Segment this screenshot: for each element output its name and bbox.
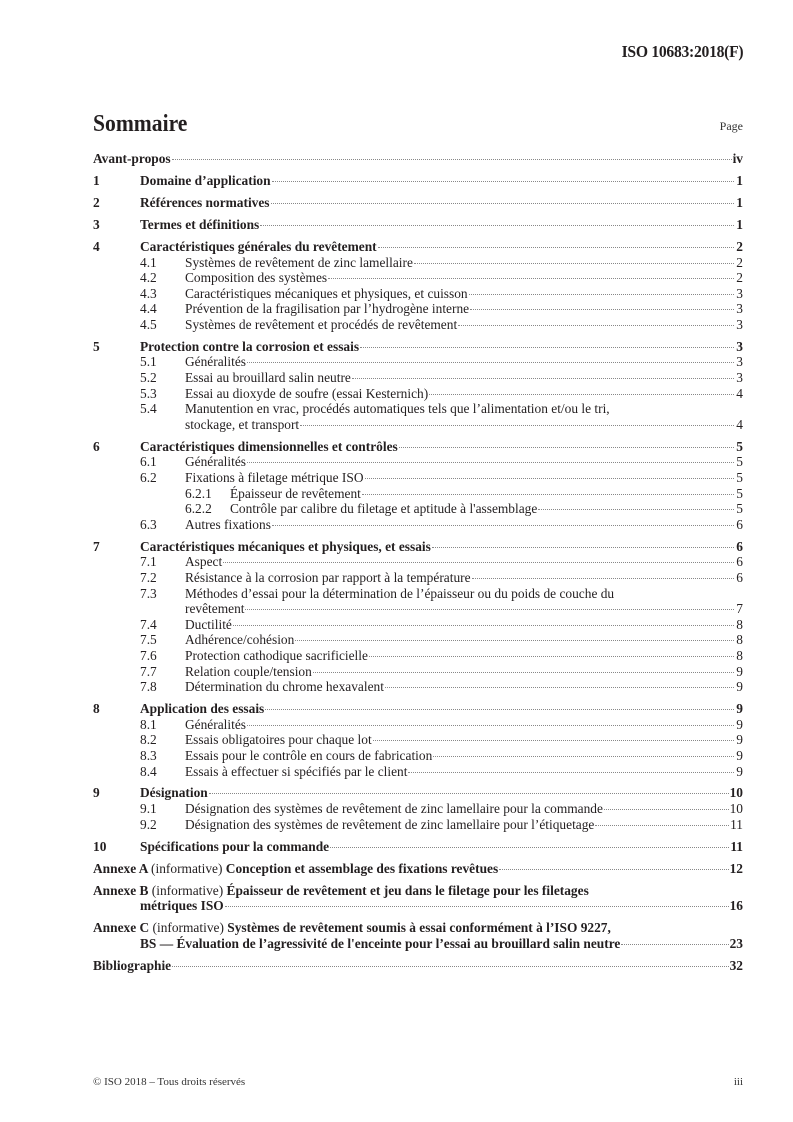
dot-leader	[209, 793, 729, 794]
dot-leader	[604, 809, 729, 810]
toc-entry-page: 4	[736, 416, 743, 432]
annex-informative-tag: (informative)	[151, 860, 223, 876]
dot-leader	[313, 672, 734, 673]
annex-prefix: Annexe B	[93, 882, 149, 898]
toc-entry-section-5[interactable]	[93, 339, 743, 355]
toc-entry-4-3[interactable]	[93, 286, 743, 302]
page-column-label: Page	[719, 119, 743, 133]
toc-entry-number: 7.3	[140, 585, 157, 601]
dot-leader	[373, 740, 734, 741]
toc-entry-9-1[interactable]	[93, 801, 743, 817]
toc-entry-page: 4	[736, 385, 743, 401]
toc-entry-label: Systèmes de revêtement de zinc lamellaire	[185, 254, 413, 270]
dot-leader	[369, 656, 734, 657]
toc-entry-number: 7.1	[140, 554, 157, 570]
toc-entry-7-2[interactable]	[93, 570, 743, 586]
toc-entry-number: 6.2.1	[185, 485, 212, 501]
toc-entry-page: 9	[736, 763, 743, 779]
toc-entry-number: 7.7	[140, 663, 157, 679]
toc-entry-page: 5	[736, 470, 743, 486]
toc-entry-page: 10	[729, 801, 743, 817]
toc-entry-number: 8.1	[140, 716, 157, 732]
toc-entry-page: 6	[736, 569, 743, 585]
toc-entry-label: Essais obligatoires pour chaque lot	[185, 732, 372, 748]
toc-entry-label: Généralités	[185, 454, 246, 470]
toc-entry-page: 5	[736, 501, 743, 517]
toc-entry-page: 9	[736, 732, 743, 748]
toc-entry-number: 4.4	[140, 301, 157, 317]
annex-prefix: Annexe C	[93, 920, 150, 936]
dot-leader	[472, 578, 734, 579]
toc-entry-page: 8	[736, 616, 743, 632]
dot-leader	[272, 181, 734, 182]
dot-leader	[621, 944, 728, 945]
toc-entry-6-1[interactable]	[93, 454, 743, 470]
copyright-notice: © ISO 2018 – Tous droits réservés	[93, 1076, 246, 1088]
toc-entry-label: Caractéristiques dimensionnelles et contrôles	[140, 438, 398, 454]
toc-entry-number: 4.1	[140, 254, 157, 270]
toc-entry-page: 5	[736, 438, 743, 454]
toc-entry-8-2[interactable]	[93, 732, 743, 748]
dot-leader	[245, 609, 734, 610]
toc-entry-4-4[interactable]	[93, 301, 743, 317]
toc-entry-page: 16	[729, 898, 743, 914]
toc-entry-6-2-2[interactable]	[93, 501, 743, 517]
toc-entry-page: 1	[736, 216, 743, 232]
toc-entry-label: Domaine d’application	[140, 172, 271, 188]
toc-entry-page: 32	[729, 957, 743, 973]
toc-entry-label: Caractéristiques générales du revêtement	[140, 238, 377, 254]
toc-entry-label: Désignation	[140, 785, 208, 801]
toc-entry-section-9[interactable]	[93, 785, 743, 801]
toc-entry-5-1[interactable]	[93, 354, 743, 370]
toc-entry-page: 3	[736, 338, 743, 354]
toc-entry-page: 11	[730, 838, 743, 854]
page-number: iii	[733, 1076, 743, 1088]
toc-entry-7-3[interactable]	[93, 586, 743, 617]
toc-entry-5-2[interactable]	[93, 370, 743, 386]
toc-entry-label: Références normatives	[140, 194, 270, 210]
toc-entry-label: Conception et assemblage des fixations revêtues	[225, 860, 499, 876]
toc-entry-page: 9	[736, 701, 743, 717]
toc-entry-8-3[interactable]	[93, 748, 743, 764]
toc-entry-label-line2: métriques ISO	[140, 898, 224, 914]
toc-entry-label: Contrôle par calibre du filetage et aptitude à l'assemblage	[230, 501, 538, 517]
toc-entry-number: 8.4	[140, 763, 157, 779]
dot-leader	[352, 378, 734, 379]
annex-informative-tag: (informative)	[151, 882, 224, 898]
toc-entry-number: 6	[93, 438, 100, 454]
toc-entry-number: 4.3	[140, 285, 157, 301]
toc-entry-page: 2	[736, 238, 743, 254]
toc-entry-label: Spécifications pour la commande	[140, 838, 330, 854]
toc-entry-label: Détermination du chrome hexavalent	[185, 679, 384, 695]
toc-entry-number: 9.1	[140, 801, 157, 817]
toc-entry-page: 9	[736, 679, 743, 695]
toc-entry-label: Caractéristiques mécaniques et physiques, et essais	[140, 538, 431, 554]
dot-leader	[429, 394, 734, 395]
toc-entry-9-2[interactable]	[93, 817, 743, 833]
dot-leader	[458, 325, 734, 326]
dot-leader	[362, 494, 734, 495]
toc-entry-number: 4	[93, 238, 100, 254]
toc-entry-annex-b[interactable]	[93, 883, 743, 914]
dot-leader	[247, 462, 734, 463]
toc-entry-section-6[interactable]	[93, 439, 743, 455]
dot-leader	[247, 725, 734, 726]
toc-entry-number: 8.3	[140, 747, 157, 763]
toc-entry-label: Ductilité	[185, 616, 232, 632]
toc-entry-label-line1: Systèmes de revêtement soumis à essai conformément à l’ISO 9227,	[227, 920, 611, 936]
toc-entry-number: 4.5	[140, 316, 157, 332]
dot-leader	[233, 625, 734, 626]
toc-entry-page: 5	[736, 485, 743, 501]
toc-entry-label-line2: stockage, et transport	[185, 416, 300, 432]
dot-leader	[470, 309, 734, 310]
toc-entry-bibliography[interactable]	[93, 958, 743, 974]
toc-entry-7-7[interactable]	[93, 664, 743, 680]
toc-entry-label: Essai au brouillard salin neutre	[185, 370, 351, 386]
toc-entry-7-4[interactable]	[93, 617, 743, 633]
dot-leader	[378, 247, 734, 248]
page-title: Sommaire	[93, 111, 188, 137]
document-id: ISO 10683:2018(F)	[621, 42, 743, 61]
toc-entry-annex-c[interactable]	[93, 920, 743, 951]
toc-entry-label: Relation couple/tension	[185, 663, 312, 679]
toc-entry-label: Désignation des systèmes de revêtement de zinc lamellaire pour l’étiquetage	[185, 816, 595, 832]
toc-entry-label: Désignation des systèmes de revêtement de zinc lamellaire pour la commande	[185, 801, 603, 817]
toc-entry-number: 4.2	[140, 270, 157, 286]
dot-leader	[247, 362, 734, 363]
toc-entry-page: 6	[736, 554, 743, 570]
dot-leader	[328, 278, 734, 279]
dot-leader	[365, 478, 735, 479]
toc-entry-label: Caractéristiques mécaniques et physiques, et cuisson	[185, 285, 468, 301]
toc-entry-page: 7	[736, 601, 743, 617]
toc-entry-section-8[interactable]	[93, 701, 743, 717]
toc-entry-number: 7.6	[140, 647, 157, 663]
toc-entry-label: Prévention de la fragilisation par l’hydrogène interne	[185, 301, 470, 317]
dot-leader	[408, 772, 734, 773]
toc-entry-label-line1: Méthodes d’essai pour la détermination de l’épaisseur ou du poids de couche du	[185, 585, 615, 601]
toc-entry-annex-a[interactable]	[93, 861, 743, 877]
toc-entry-page: 9	[736, 663, 743, 679]
dot-leader	[330, 847, 729, 848]
toc-entry-page: 6	[736, 538, 743, 554]
toc-entry-number: 7.2	[140, 569, 157, 585]
toc-entry-number: 5.2	[140, 370, 157, 386]
toc-entry-page: 6	[736, 516, 743, 532]
toc-entry-number: 6.1	[140, 454, 157, 470]
dot-leader	[295, 640, 734, 641]
toc-entry-page: iv	[732, 151, 743, 166]
toc-entry-page: 9	[736, 747, 743, 763]
toc-entry-foreword[interactable]	[93, 151, 743, 167]
toc-entry-number: 9	[93, 785, 100, 801]
toc-entry-section-2[interactable]	[93, 195, 743, 211]
toc-entry-label: Fixations à filetage métrique ISO	[185, 470, 364, 486]
toc-entry-6-2[interactable]	[93, 470, 743, 486]
toc-entry-7-1[interactable]	[93, 554, 743, 570]
dot-leader	[385, 687, 734, 688]
toc-entry-number: 8	[93, 701, 100, 717]
toc-entry-label: Essai au dioxyde de soufre (essai Kesternich)	[185, 385, 429, 401]
dot-leader	[225, 906, 729, 907]
toc-entry-number: 8.2	[140, 732, 157, 748]
toc-entry-label: Adhérence/cohésion	[185, 632, 295, 648]
toc-entry-label: Systèmes de revêtement et procédés de revêtement	[185, 316, 458, 332]
toc-entry-number: 7.5	[140, 632, 157, 648]
toc-entry-page: 12	[729, 860, 743, 876]
toc-entry-6-2-1[interactable]	[93, 486, 743, 502]
toc-entry-number: 6.2	[140, 470, 157, 486]
toc-entry-number: 6.2.2	[185, 501, 212, 517]
toc-entry-section-4[interactable]	[93, 239, 743, 255]
toc-entry-number: 7	[93, 538, 100, 554]
toc-entry-page: 11	[730, 816, 743, 832]
toc-entry-label: Essais à effectuer si spécifiés par le client	[185, 763, 408, 779]
toc-entry-label: Termes et définitions	[140, 216, 260, 232]
toc-entry-label: Épaisseur de revêtement	[230, 485, 361, 501]
dot-leader	[499, 869, 728, 870]
toc-entry-page: 2	[736, 270, 743, 286]
dot-leader	[414, 263, 734, 264]
toc-entry-label-line2: BS — Évaluation de l’agressivité de l'enceinte pour l’essai au brouillard salin neutre	[140, 935, 621, 951]
dot-leader	[265, 709, 734, 710]
toc-entry-page: 10	[729, 785, 743, 801]
toc-entry-page: 3	[736, 354, 743, 370]
dot-leader	[272, 525, 734, 526]
dot-leader	[433, 756, 734, 757]
toc-entry-number: 5	[93, 338, 100, 354]
toc-entry-number: 5.4	[140, 401, 157, 417]
toc-entry-page: 8	[736, 647, 743, 663]
toc-entry-page: 3	[736, 316, 743, 332]
toc-entry-label: Résistance à la corrosion par rapport à la température	[185, 569, 471, 585]
toc-entry-label-line2: revêtement	[185, 601, 245, 617]
toc-entry-page: 1	[736, 172, 743, 188]
toc-entry-5-4[interactable]	[93, 401, 743, 432]
toc-entry-label-line1: Épaisseur de revêtement et jeu dans le filetage pour les filetages	[226, 882, 589, 898]
toc-entry-page: 5	[736, 454, 743, 470]
toc-entry-5-3[interactable]	[93, 386, 743, 402]
table-of-contents	[93, 151, 743, 973]
toc-entry-6-3[interactable]	[93, 517, 743, 533]
toc-entry-label: Protection contre la corrosion et essais	[140, 338, 360, 354]
toc-entry-number: 2	[93, 194, 100, 210]
toc-entry-label: Avant-propos	[93, 151, 171, 166]
toc-entry-7-6[interactable]	[93, 648, 743, 664]
toc-entry-page: 3	[736, 301, 743, 317]
toc-entry-page: 3	[736, 370, 743, 386]
annex-prefix: Annexe A	[93, 860, 148, 876]
toc-entry-label: Application des essais	[140, 701, 265, 717]
toc-entry-section-1[interactable]	[93, 173, 743, 189]
toc-entry-7-8[interactable]	[93, 679, 743, 695]
toc-entry-label: Bibliographie	[93, 957, 172, 973]
toc-entry-8-1[interactable]	[93, 717, 743, 733]
dot-leader	[223, 562, 734, 563]
toc-entry-4-2[interactable]	[93, 270, 743, 286]
toc-entry-7-5[interactable]	[93, 632, 743, 648]
dot-leader	[432, 547, 734, 548]
toc-entry-number: 5.3	[140, 385, 157, 401]
toc-entry-label: Généralités	[185, 716, 246, 732]
toc-entry-4-1[interactable]	[93, 255, 743, 271]
toc-entry-number: 6.3	[140, 516, 157, 532]
toc-entry-number: 9.2	[140, 816, 157, 832]
toc-entry-number: 10	[93, 838, 107, 854]
dot-leader	[399, 447, 734, 448]
toc-entry-label: Essais pour le contrôle en cours de fabrication	[185, 747, 433, 763]
dot-leader	[538, 509, 734, 510]
page-footer	[93, 1076, 743, 1088]
dot-leader	[172, 159, 732, 160]
toc-entry-number: 7.8	[140, 679, 157, 695]
toc-entry-section-3[interactable]	[93, 217, 743, 233]
toc-entry-4-5[interactable]	[93, 317, 743, 333]
toc-entry-page: 3	[736, 285, 743, 301]
toc-entry-page: 2	[736, 254, 743, 270]
toc-entry-label: Autres fixations	[185, 516, 271, 532]
toc-entry-number: 1	[93, 172, 100, 188]
dot-leader	[300, 425, 734, 426]
toc-entry-section-10[interactable]	[93, 839, 743, 855]
toc-entry-page: 23	[729, 935, 743, 951]
dot-leader	[172, 966, 728, 967]
toc-entry-label-line1: Manutention en vrac, procédés automatiques tels que l’alimentation et/ou le tri,	[185, 401, 610, 417]
toc-entry-label: Composition des systèmes	[185, 270, 328, 286]
toc-entry-label: Protection cathodique sacrificielle	[185, 647, 368, 663]
toc-entry-page: 9	[736, 716, 743, 732]
toc-entry-8-4[interactable]	[93, 764, 743, 780]
toc-entry-section-7[interactable]	[93, 539, 743, 555]
dot-leader	[260, 225, 734, 226]
toc-entry-label: Généralités	[185, 354, 246, 370]
annex-informative-tag: (informative)	[152, 920, 224, 936]
toc-entry-label: Aspect	[185, 554, 223, 570]
toc-entry-page: 8	[736, 632, 743, 648]
dot-leader	[360, 347, 734, 348]
dot-leader	[469, 294, 734, 295]
dot-leader	[595, 825, 729, 826]
toc-entry-number: 7.4	[140, 616, 157, 632]
toc-entry-number: 5.1	[140, 354, 157, 370]
toc-entry-number: 3	[93, 216, 100, 232]
toc-entry-page: 1	[736, 194, 743, 210]
dot-leader	[271, 203, 734, 204]
